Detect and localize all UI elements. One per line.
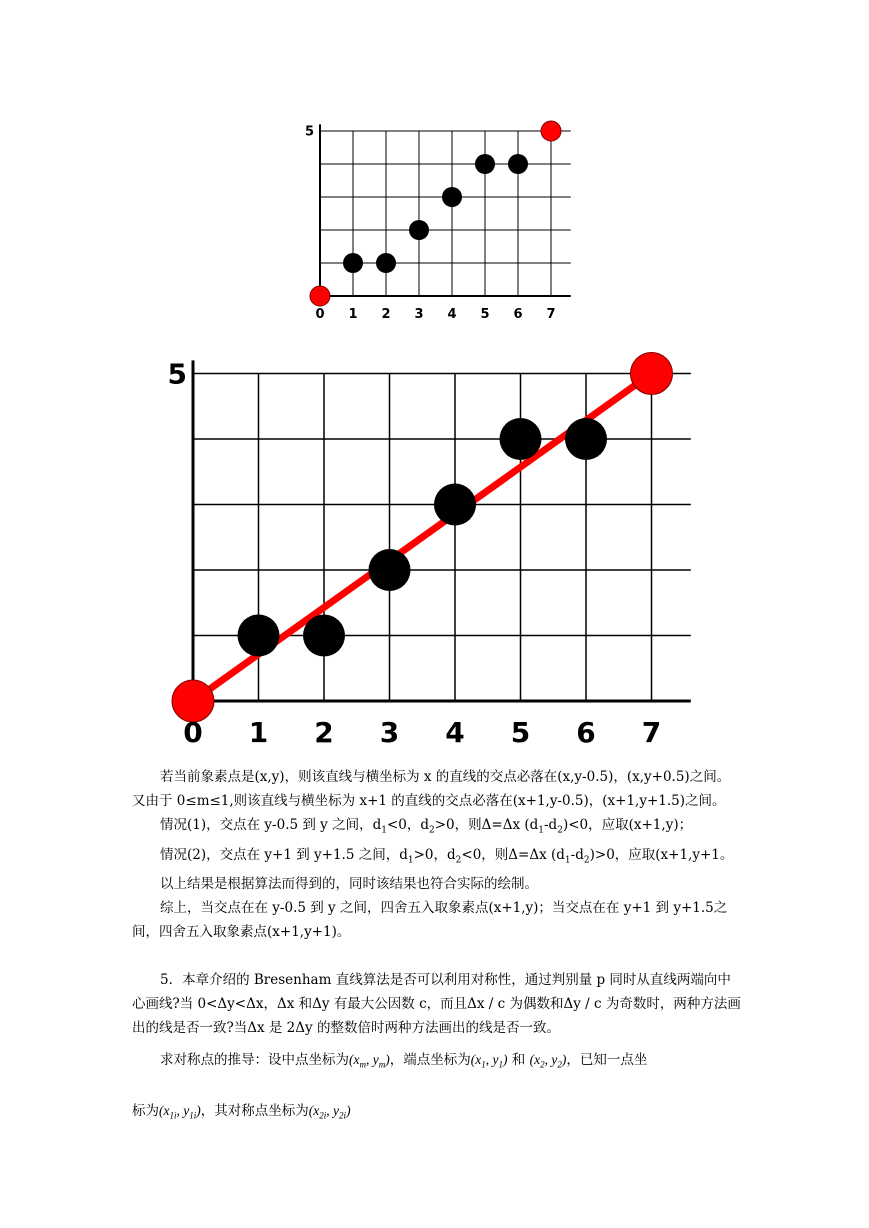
x-tick-label: 6: [576, 716, 596, 749]
pixel-point: [475, 154, 495, 174]
derivation-text-d: ，已知一点坐: [566, 1052, 648, 1068]
x-tick-label: 3: [379, 716, 400, 749]
large-grid-figure: [160, 330, 705, 750]
x-tick-label: 5: [510, 716, 531, 749]
derivation-text-e: 标为: [132, 1102, 159, 1119]
x-tick-label: 2: [381, 307, 391, 322]
paragraph-summary: 综上，当交点在在 y-0.5 到 y 之间，四舍五入取象素点(x+1,y)；当交点在在 y+1 到 y+1.5之间，四舍五入取象素点(x+1,y+1)。: [132, 900, 728, 941]
small-grid-figure: [300, 110, 580, 325]
x-tick-label: 4: [447, 307, 457, 322]
question-5: 5．本章介绍的 Bresenham 直线算法是否可以利用对称性，通过判别量 p 同时从直线两端向中心画线?当 0<Δy<Δx，Δx 和Δy 有最大公因数 c，而且Δx / c 为偶数和Δy / c 为奇数时，两种方法画出的线是否一致?当Δx 是 2Δy 的整数倍时两种方法画出的线是否一致。: [132, 972, 741, 1036]
x-tick-label: 7: [641, 716, 662, 749]
symmetric-point-derivation: [132, 1048, 742, 1077]
paragraph-block-3: [132, 1048, 742, 1127]
y-tick-label: 5: [304, 124, 314, 140]
pixel-point: [376, 253, 396, 273]
paragraph-case-2: 情况(2)，交点在 y+1 到 y+1.5 之间，$d_1>0$，$d_2<0$，则Δ=Δx $(d_1-d_2)>0$，应取(x+1,y+1。: [160, 846, 734, 866]
pixel-point: [409, 220, 429, 240]
x-tick-label: 7: [546, 307, 556, 322]
pixel-point: [508, 154, 528, 174]
midpoint-coord: ($x_m$, $y_m$): [349, 1052, 390, 1070]
pixel-point: [434, 484, 476, 526]
derivation-text-b: ，端点坐标为: [389, 1052, 471, 1068]
endpoint-1-coord: ($x_1$, $y_1$): [470, 1052, 508, 1070]
x-tick-label: 5: [480, 307, 490, 322]
y-tick-label: 5: [167, 357, 187, 391]
pixel-point: [303, 615, 345, 657]
paragraph-block-1: [132, 765, 742, 944]
endpoint: [631, 353, 673, 395]
x-tick-label: 3: [414, 307, 424, 322]
x-tick-label: 4: [445, 716, 465, 749]
pixel-point: [500, 418, 542, 460]
known-point-coord: ($x_{1i}$, $y_{1i}$): [159, 1102, 201, 1121]
x-tick-label: 1: [348, 307, 358, 322]
x-tick-label: 1: [248, 716, 269, 749]
x-tick-label: 6: [513, 307, 523, 322]
paragraph-result: 以上结果是根据算法而得到的，同时该结果也符合实际的绘制。: [160, 876, 538, 893]
paragraph-block-2: [132, 968, 742, 1040]
pixel-point: [369, 549, 411, 591]
symmetric-point-line-2: [132, 1099, 742, 1128]
symmetric-point-coord: ($x_{2i}$, $y_{2i}$): [308, 1102, 351, 1121]
derivation-text-f: ，其对称点坐标为: [200, 1102, 309, 1119]
derivation-text-a: 求对称点的推导：设中点坐标为: [160, 1052, 349, 1068]
x-tick-label: 0: [315, 307, 325, 322]
endpoint: [310, 286, 330, 306]
pixel-point: [442, 187, 462, 207]
endpoint: [541, 121, 561, 141]
endpoint-2-coord: ($x_2$, $y_2$): [529, 1052, 567, 1070]
pixel-point: [343, 253, 363, 273]
paragraph-case-1: 情况(1)，交点在 y-0.5 到 y 之间，$d_1<0$，$d_2>0$，则Δ=Δx $(d_1-d_2)<0$，应取(x+1,y)；: [160, 817, 693, 836]
x-tick-label: 2: [314, 716, 334, 749]
pixel-point: [238, 615, 280, 657]
derivation-text-c: 和: [511, 1052, 526, 1068]
x-tick-label: 0: [183, 716, 203, 749]
paragraph-intersection: 若当前象素点是(x,y)，则该直线与横坐标为 x 的直线的交点必落在(x,y-0.5)，(x,y+0.5)之间。又由于 0≤m≤1,则该直线与横坐标为 x+1 的直线的交点必落在(x+1,y-0.5)，(x+1,y+1.5)之间。: [132, 769, 731, 809]
pixel-point: [565, 418, 607, 460]
